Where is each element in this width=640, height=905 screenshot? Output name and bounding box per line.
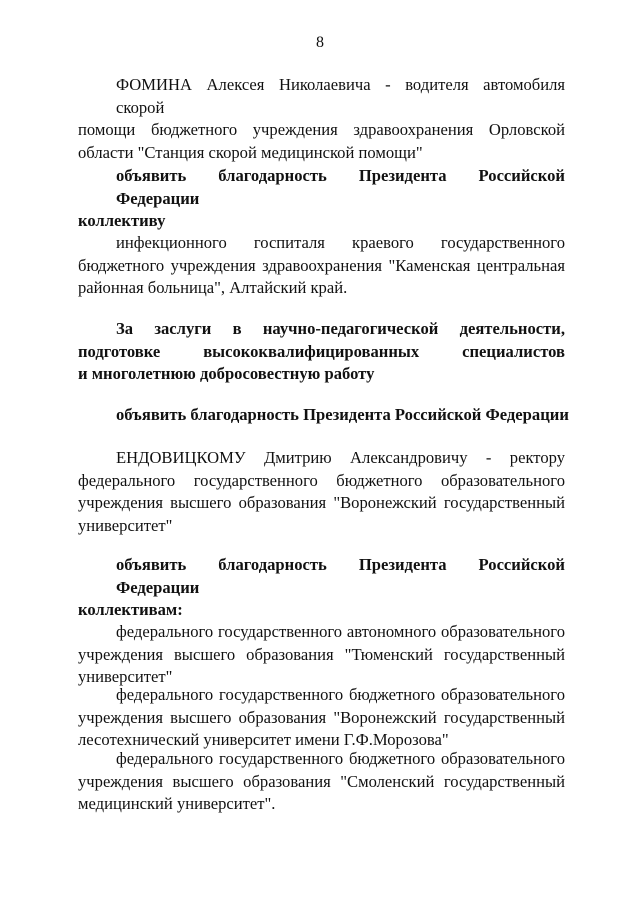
- decree-heading: [78, 404, 569, 427]
- text-line: федерального государственного бюджетного образовательного: [78, 470, 565, 490]
- award-paragraph-fomin: [78, 74, 565, 164]
- text-line: ЕНДОВИЦКОМУ Дмитрию Александровичу - ректору: [116, 448, 565, 467]
- text-line: области "Станция скорой медицинской помощи": [78, 142, 423, 162]
- text-line: ФОМИНА Алексея Николаевича - водителя автомобиля скорой: [116, 75, 565, 117]
- text-line: учреждения высшего образования "Смоленский государственный: [78, 771, 565, 791]
- text-line: объявить благодарность Президента Российской Федерации: [116, 166, 565, 208]
- text-line: медицинский университет".: [78, 794, 276, 813]
- text-line: объявить благодарность Президента Российской Федерации: [116, 405, 569, 424]
- text-line: университет": [78, 515, 173, 535]
- text-line: лесотехнический университет имени Г.Ф.Морозова": [78, 730, 449, 749]
- text-line: учреждения высшего образования "Тюменский государственный: [78, 644, 565, 664]
- text-line: коллективу: [78, 211, 166, 230]
- text-line: районная больница", Алтайский край.: [78, 278, 348, 297]
- text-line: учреждения высшего образования "Воронежский государственный: [78, 707, 565, 727]
- text-line: помощи бюджетного учреждения здравоохранения Орловской: [78, 120, 565, 139]
- text-line: инфекционного госпиталя краевого государственного: [116, 233, 565, 252]
- text-line: За заслуги в научно-педагогической деятельности,: [116, 319, 565, 338]
- text-line: федерального государственного автономного образовательного: [116, 622, 565, 641]
- text-line: федерального государственного бюджетного образовательного: [116, 685, 565, 704]
- text-line: подготовке высококвалифицированных специалистов: [78, 341, 565, 361]
- award-paragraph-hospital: [78, 232, 565, 300]
- page-number: 8: [316, 34, 324, 51]
- award-paragraph-endovitskiy: [78, 447, 565, 537]
- text-line: бюджетного учреждения здравоохранения "Каменская центральная: [78, 255, 565, 275]
- award-paragraph-tyumen: [78, 621, 565, 689]
- text-line: университет": [78, 667, 173, 686]
- text-line: объявить благодарность Президента Российской Федерации: [116, 555, 565, 597]
- text-line: коллективам:: [78, 600, 183, 619]
- decree-heading-collective: [78, 165, 565, 233]
- award-paragraph-smolensk: [78, 748, 565, 816]
- text-line: учреждения высшего образования "Воронежский государственный: [78, 493, 565, 512]
- text-line: и многолетнюю добросовестную работу: [78, 364, 375, 383]
- text-line: федерального государственного бюджетного образовательного: [116, 749, 565, 768]
- merits-heading: [78, 318, 565, 386]
- award-paragraph-voronezh-forestry: [78, 684, 565, 752]
- decree-heading-collectives: [78, 554, 565, 622]
